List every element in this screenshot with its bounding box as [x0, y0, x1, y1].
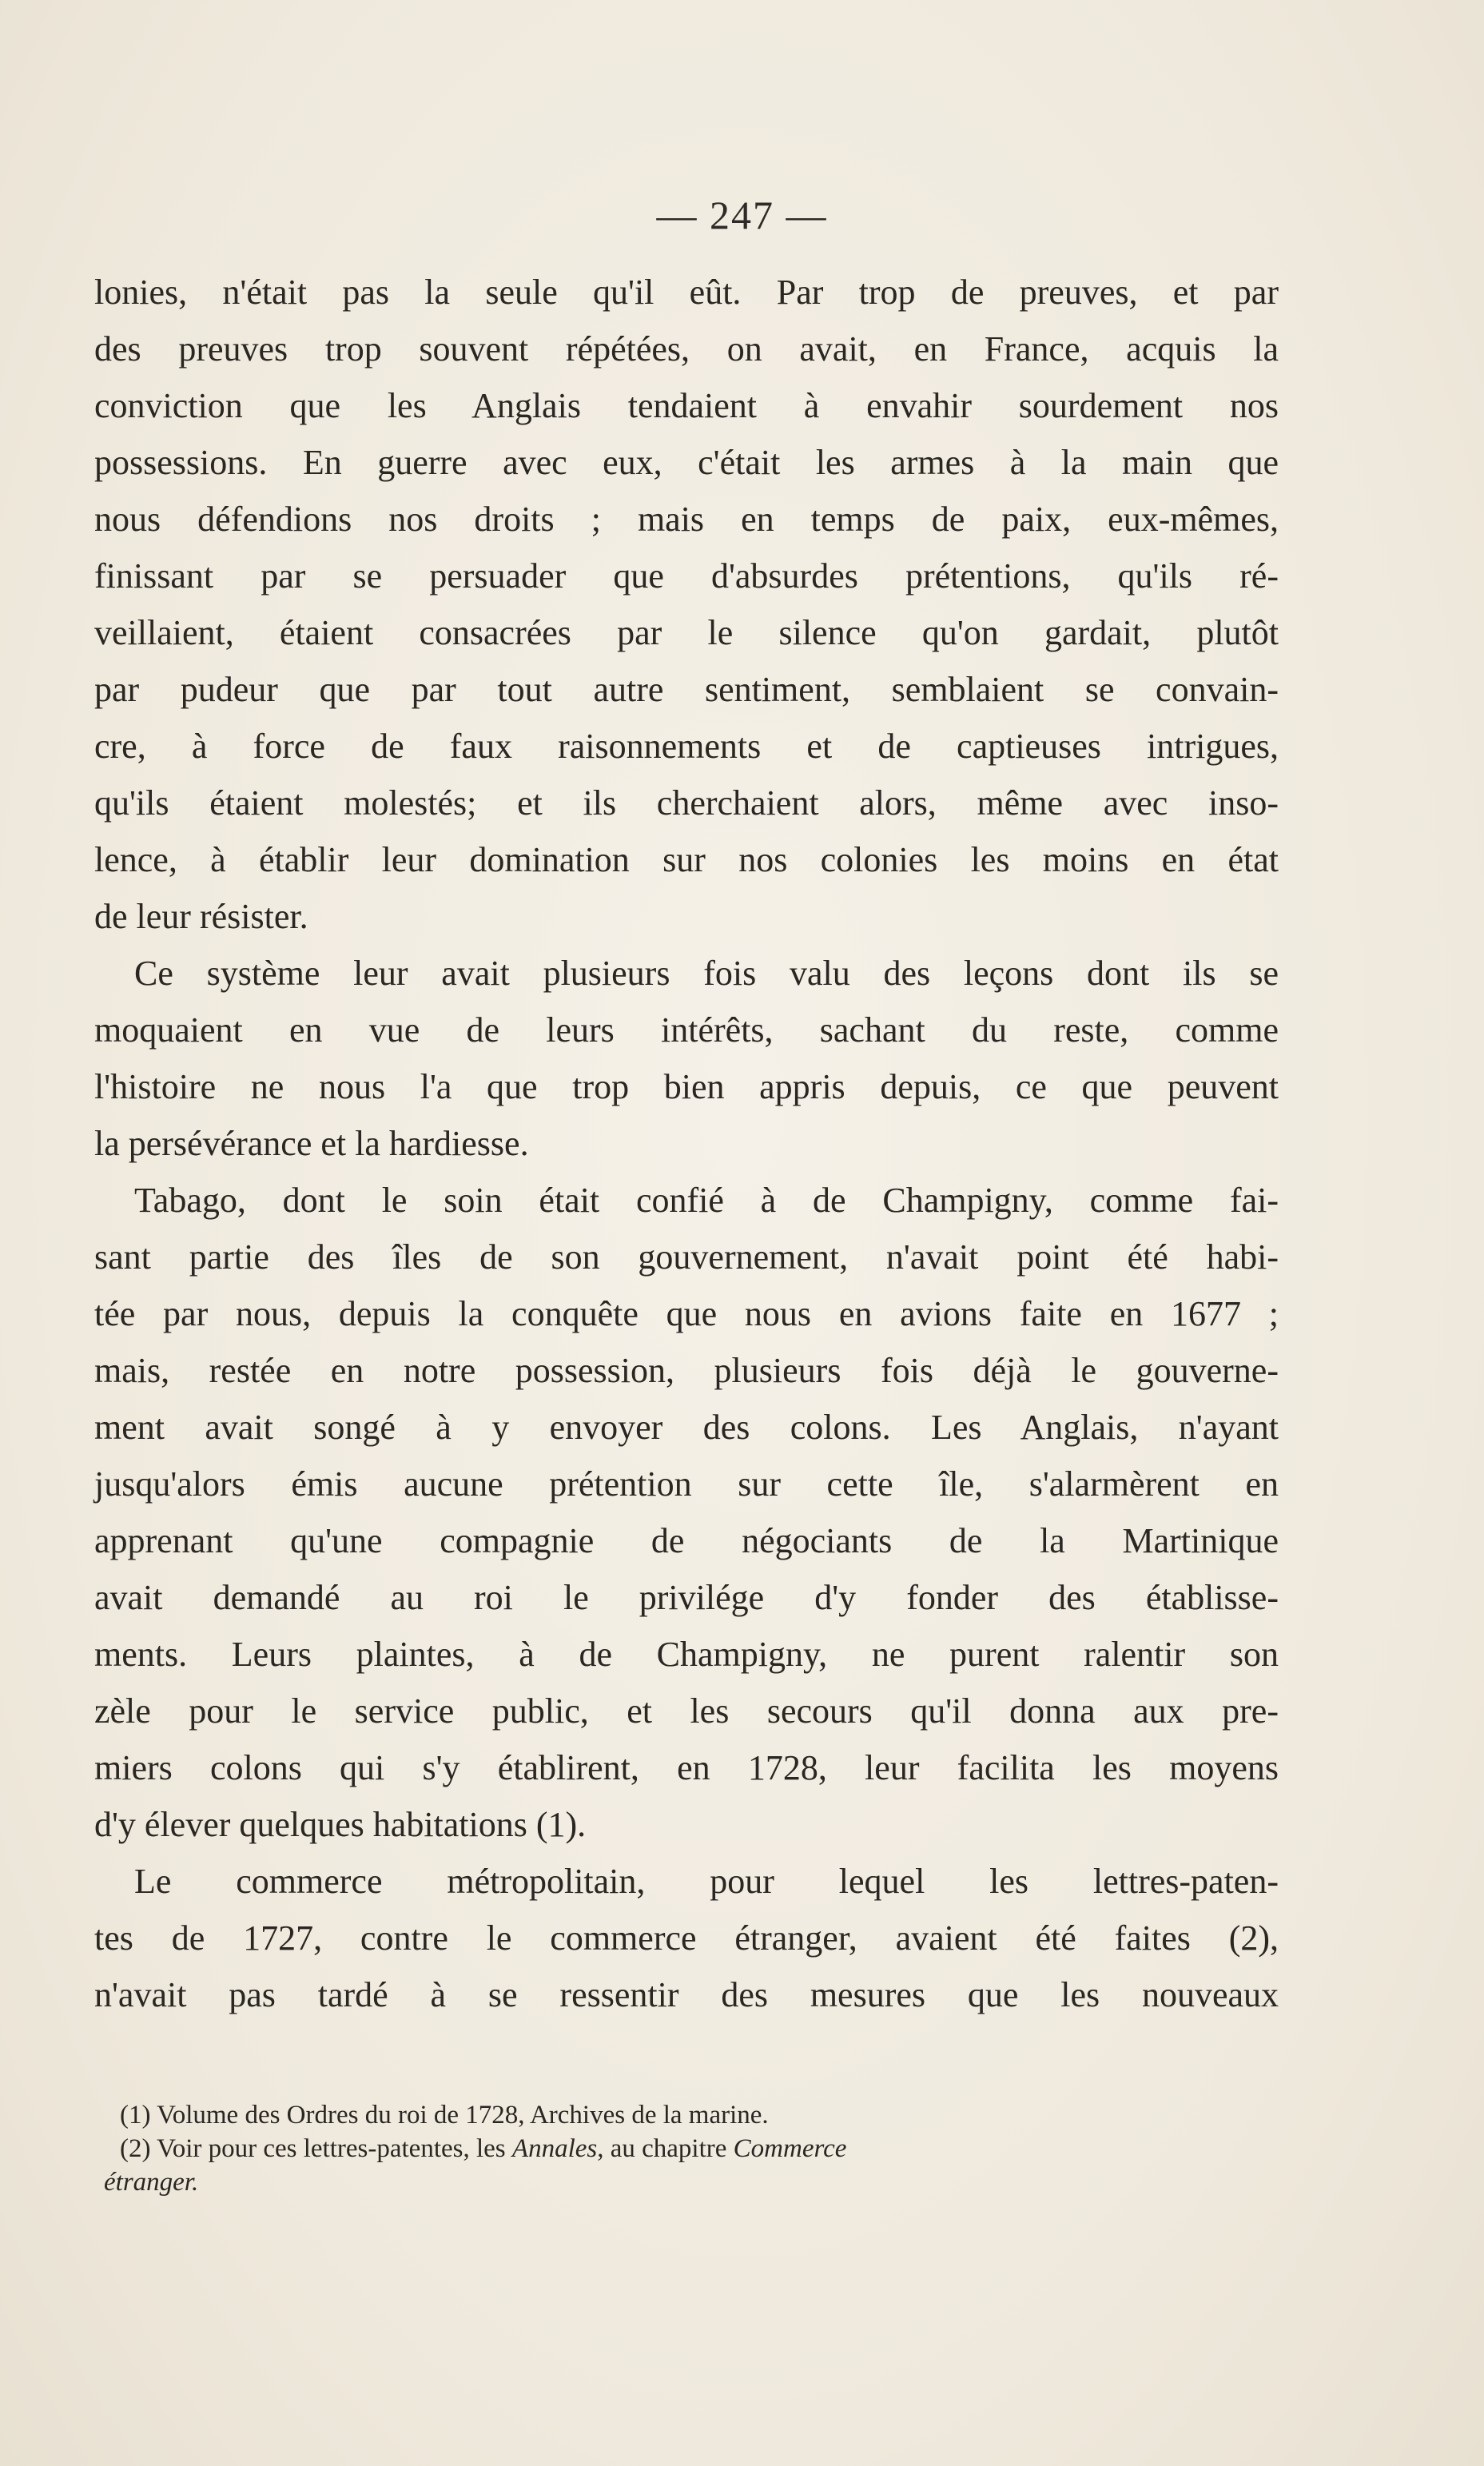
text-line: de leur résister.: [94, 897, 308, 936]
text-line: jusqu'alors émis aucune prétention sur cette île, s'alarmèrent en: [94, 1464, 1279, 1504]
text-line: sant partie des îles de son gouvernement, n'avait point été habi-: [94, 1237, 1279, 1277]
text-line: Le commerce métropolitain, pour lequel les lettres-paten-: [134, 1862, 1279, 1901]
text-line: cre, à force de faux raisonnements et de captieuses intrigues,: [94, 727, 1279, 766]
text-line: ment avait songé à y envoyer des colons. Les Anglais, n'ayant: [94, 1408, 1279, 1447]
text-line: Ce système leur avait plusieurs fois valu des leçons dont ils se: [134, 954, 1279, 993]
text-line: n'avait pas tardé à se ressentir des mesures que les nouveaux: [94, 1975, 1279, 2014]
text-line: lence, à établir leur domination sur nos colonies les moins en état: [94, 840, 1279, 879]
text-line: Tabago, dont le soin était confié à de Champigny, comme fai-: [134, 1181, 1279, 1220]
text-line: d'y élever quelques habitations (1).: [94, 1805, 587, 1844]
text-line: mais, restée en notre possession, plusieurs fois déjà le gouverne-: [94, 1351, 1279, 1390]
text-line: avait demandé au roi le privilége d'y fonder des établisse-: [94, 1578, 1279, 1617]
footnote-1: (1) Volume des Ordres du roi de 1728, Archives de la marine.: [120, 2101, 769, 2129]
footnote-2-mid: , au chapitre: [597, 2134, 734, 2163]
text-line: qu'ils étaient molestés; et ils cherchaient alors, même avec inso-: [94, 783, 1279, 823]
text-line: lonies, n'était pas la seule qu'il eût. Par trop de preuves, et par: [94, 273, 1279, 312]
text-line: par pudeur que par tout autre sentiment, semblaient se convain-: [94, 670, 1279, 709]
text-line: ments. Leurs plaintes, à de Champigny, ne purent ralentir son: [94, 1635, 1279, 1674]
text-line: nous défendions nos droits ; mais en temps de paix, eux-mêmes,: [94, 500, 1279, 539]
text-line: finissant par se persuader que d'absurdes prétentions, qu'ils ré-: [94, 556, 1279, 596]
text-line: tée par nous, depuis la conquête que nous en avions faite en 1677 ;: [94, 1294, 1279, 1333]
text-line: miers colons qui s'y établirent, en 1728, leur facilita les moyens: [94, 1748, 1279, 1787]
footnote-2-continuation: étranger.: [104, 2168, 199, 2197]
text-line: tes de 1727, contre le commerce étranger, avaient été faites (2),: [94, 1918, 1279, 1958]
footnote-2-italic-annales: Annales: [511, 2134, 598, 2163]
text-line: apprenant qu'une compagnie de négociants de la Martinique: [94, 1521, 1279, 1560]
text-line: veillaient, étaient consacrées par le silence qu'on gardait, plutôt: [94, 613, 1279, 652]
text-line: zèle pour le service public, et les secours qu'il donna aux pre-: [94, 1691, 1279, 1731]
text-line: possessions. En guerre avec eux, c'était les armes à la main que: [94, 443, 1279, 482]
footnotes: [104, 2098, 1279, 2199]
footnote-2: [120, 2132, 1279, 2165]
text-line: la persévérance et la hardiesse.: [94, 1124, 529, 1163]
body-text: [94, 264, 1279, 2023]
text-line: conviction que les Anglais tendaient à envahir sourdement nos: [94, 386, 1279, 425]
footnote-2-italic-commerce: Commerce: [733, 2134, 847, 2163]
text-line: moquaient en vue de leurs intérêts, sachant du reste, comme: [94, 1010, 1279, 1050]
page-number: — 247 —: [656, 193, 828, 237]
text-line: l'histoire ne nous l'a que trop bien appris depuis, ce que peuvent: [94, 1067, 1279, 1106]
text-line: des preuves trop souvent répétées, on avait, en France, acquis la: [94, 329, 1279, 369]
footnote-2-text: (2) Voir pour ces lettres-patentes, les: [120, 2134, 512, 2163]
